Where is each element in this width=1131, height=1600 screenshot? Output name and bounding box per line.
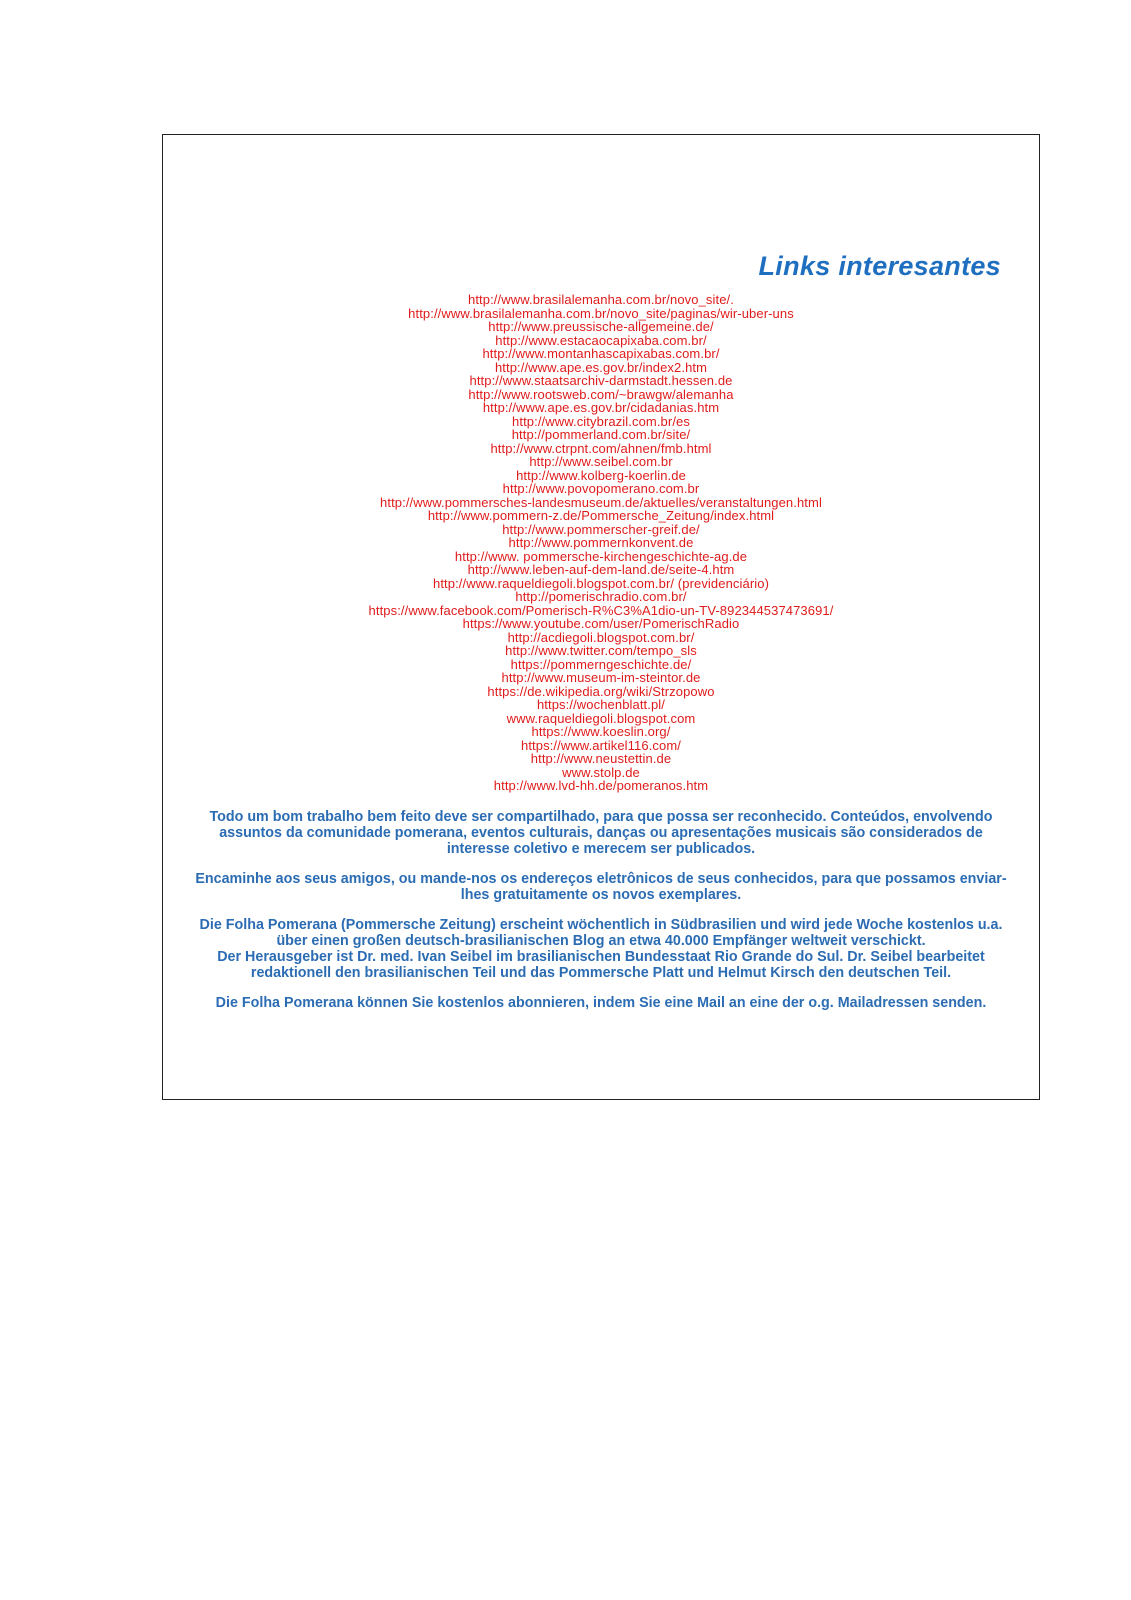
notes-section	[193, 809, 1009, 1011]
link-item[interactable]: https://wochenblatt.pl/	[536, 697, 666, 712]
link-item[interactable]: http://www.pommersches-landesmuseum.de/aktuelles/veranstaltungen.html	[380, 494, 822, 510]
link-item[interactable]: https://www.koeslin.org/	[531, 724, 671, 739]
links-list	[163, 293, 1039, 793]
link-item[interactable]: http://www.pommerscher-greif.de/	[502, 521, 700, 537]
link-item[interactable]: http://www.staatsarchiv-darmstadt.hessen.de	[469, 373, 733, 388]
link-item[interactable]: http://www.leben-auf-dem-land.de/seite-4.htm	[467, 562, 735, 577]
link-item[interactable]: http://www.ape.es.gov.br/cidadanias.htm	[482, 400, 720, 415]
paragraph-forward: Encaminhe aos seus amigos, ou mande-nos os endereços eletrônicos de seus conhecidos, para que possamos enviar-lhes gratuitamente os novos exemplares.	[195, 871, 1007, 903]
link-item[interactable]: http://www.povopomerano.com.br	[502, 481, 700, 496]
content-frame	[162, 134, 1040, 1100]
link-item[interactable]: https://pommerngeschichte.de/	[510, 656, 692, 672]
link-item[interactable]: http://www.brasilalemanha.com.br/novo_site/paginas/wir-uber-uns	[408, 305, 794, 321]
link-item[interactable]: http://www.ape.es.gov.br/index2.htm	[494, 359, 708, 375]
link-item[interactable]: www.raqueldiegoli.blogspot.com	[506, 710, 696, 726]
link-item[interactable]: www.stolp.de	[562, 764, 640, 780]
paragraph-folha-info: Die Folha Pomerana (Pommersche Zeitung) erscheint wöchentlich in Südbrasilien und wird jede Woche kostenlos u.a. über einen großen deutsch-brasilianischen Blog an etwa 40.000 Empfänger weltweit verschickt.	[199, 917, 1003, 949]
link-item[interactable]: http://www.kolberg-koerlin.de	[516, 467, 686, 483]
link-item[interactable]: https://de.wikipedia.org/wiki/Strzopowo	[487, 683, 715, 699]
link-item[interactable]: http://acdiegoli.blogspot.com.br/	[507, 629, 695, 645]
link-item[interactable]: http://www.estacaocapixaba.com.br/	[495, 332, 707, 348]
link-item[interactable]: https://www.artikel116.com/	[521, 737, 681, 753]
link-item[interactable]: http://pomerischradio.com.br/	[515, 589, 687, 604]
link-item[interactable]: https://www.facebook.com/Pomerisch-R%C3%A1dio-un-TV-892344537473691/	[368, 602, 834, 618]
link-item[interactable]: http://www.brasilalemanha.com.br/novo_site/.	[468, 292, 734, 307]
link-item[interactable]: http://www.ctrpnt.com/ahnen/fmb.html	[490, 440, 712, 456]
link-item[interactable]: http://www.montanhascapixabas.com.br/	[482, 346, 720, 361]
link-item[interactable]: http://www.twitter.com/tempo_sls	[505, 643, 697, 658]
link-item[interactable]: http://www.museum-im-steintor.de	[501, 670, 701, 685]
link-item[interactable]: https://www.youtube.com/user/PomerischRadio	[462, 616, 740, 631]
link-item[interactable]: http://www.rootsweb.com/~brawgw/alemanha	[468, 386, 734, 402]
link-item[interactable]: http://www.pommern-z.de/Pommersche_Zeitung/index.html	[427, 508, 775, 523]
link-item[interactable]: http://www.raqueldiegoli.blogspot.com.br/ (previdenciário)	[432, 575, 770, 591]
link-item[interactable]: http://www.citybrazil.com.br/es	[512, 413, 690, 429]
link-item[interactable]: http://www. pommersche-kirchengeschichte-ag.de	[454, 548, 748, 564]
page-title: Links interesantes	[758, 251, 1001, 281]
link-item[interactable]: http://www.seibel.com.br	[529, 454, 673, 469]
paragraph-publisher: Der Herausgeber ist Dr. med. Ivan Seibel im brasilianischen Bundesstaat Rio Grande do Sul. Dr. Seibel bearbeitet redaktionell den brasilianischen Teil und das Pommersche Platt und Helmut Kirsch den deutschen Teil.	[217, 949, 985, 981]
link-item[interactable]: http://www.lvd-hh.de/pomeranos.htm	[493, 778, 709, 793]
paragraph-subscribe: Die Folha Pomerana können Sie kostenlos abonnieren, indem Sie eine Mail an eine der o.g. Mailadressen senden.	[215, 995, 987, 1011]
link-item[interactable]: http://www.neustettin.de	[530, 751, 672, 766]
link-item[interactable]: http://www.preussische-allgemeine.de/	[488, 319, 714, 334]
paragraph-share: Todo um bom trabalho bem feito deve ser compartilhado, para que possa ser reconhecido. Conteúdos, envolvendo assuntos da comunidade pomerana, eventos culturais, danças ou apresentações musicais são considerados de interesse coletivo e merecem ser publicados.	[209, 809, 993, 857]
link-item[interactable]: http://www.pommernkonvent.de	[508, 535, 694, 550]
link-item[interactable]: http://pommerland.com.br/site/	[511, 427, 691, 442]
